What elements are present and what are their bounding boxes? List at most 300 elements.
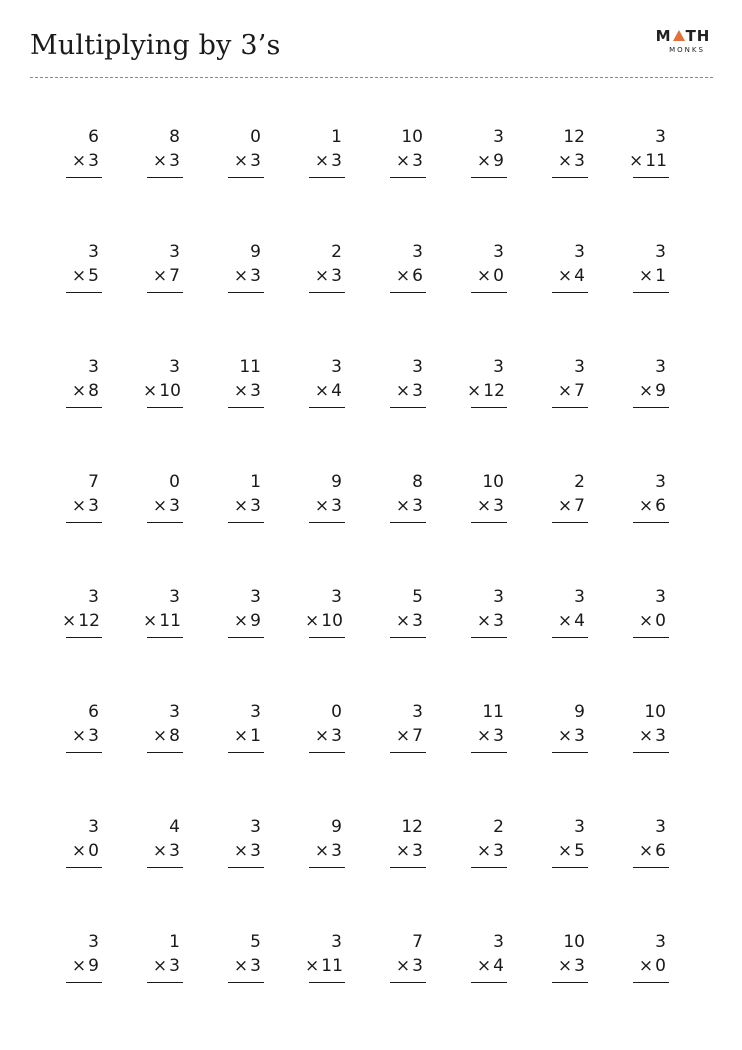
problem-8-3: [224, 932, 264, 983]
answer-line: [228, 407, 264, 408]
multiplicand: 7: [412, 932, 423, 952]
answer-line: [66, 867, 102, 868]
multiplier-line: [62, 726, 102, 746]
problem-2-4: [305, 242, 345, 293]
answer-line: [390, 177, 426, 178]
multiplicand: 11: [239, 357, 261, 377]
answer-line: [633, 752, 669, 753]
times-sign: ×: [233, 956, 249, 976]
times-sign: ×: [629, 151, 644, 171]
problem-5-4: [305, 587, 345, 638]
answer-line: [309, 752, 345, 753]
multiplicand: 10: [563, 932, 585, 952]
multiplicand: 5: [250, 932, 261, 952]
problem-7-3: [224, 817, 264, 868]
problem-5-3: [224, 587, 264, 638]
multiplicand: 12: [401, 817, 423, 837]
multiplier-line: [305, 151, 345, 171]
times-sign: ×: [476, 726, 492, 746]
times-sign: ×: [557, 726, 573, 746]
multiplier: 3: [331, 841, 342, 861]
multiplicand: 2: [493, 817, 504, 837]
multiplier-line: [305, 956, 345, 976]
problem-4-6: [467, 472, 507, 523]
problem-4-2: [143, 472, 183, 523]
times-sign: ×: [233, 611, 249, 631]
multiplicand: 3: [493, 127, 504, 147]
multiplier-line: [467, 841, 507, 861]
multiplier-line: [386, 151, 426, 171]
problem-2-5: [386, 242, 426, 293]
multiplier: 3: [574, 956, 585, 976]
multiplier: 3: [250, 151, 261, 171]
answer-line: [552, 637, 588, 638]
multiplier: 7: [574, 381, 585, 401]
multiplier-line: [386, 841, 426, 861]
multiplier-line: [143, 151, 183, 171]
multiplier-line: [224, 151, 264, 171]
problem-4-5: [386, 472, 426, 523]
multiplicand: 3: [250, 587, 261, 607]
times-sign: ×: [233, 496, 249, 516]
multiplier: 3: [250, 956, 261, 976]
answer-line: [309, 407, 345, 408]
times-sign: ×: [395, 841, 411, 861]
answer-line: [66, 292, 102, 293]
times-sign: ×: [152, 151, 168, 171]
multiplier-line: [467, 496, 507, 516]
multiplier: 9: [88, 956, 99, 976]
answer-line: [633, 867, 669, 868]
multiplier-line: [548, 266, 588, 286]
multiplicand: 3: [169, 702, 180, 722]
problem-3-2: [143, 357, 183, 408]
multiplier-line: [467, 726, 507, 746]
multiplicand: 5: [412, 587, 423, 607]
multiplier: 9: [250, 611, 261, 631]
logo-letters-th: TH: [685, 27, 711, 45]
problem-6-1: [62, 702, 102, 753]
multiplier: 3: [655, 726, 666, 746]
answer-line: [390, 752, 426, 753]
answer-line: [471, 752, 507, 753]
multiplicand: 9: [250, 242, 261, 262]
times-sign: ×: [314, 381, 330, 401]
multiplier-line: [62, 266, 102, 286]
multiplier: 4: [493, 956, 504, 976]
times-sign: ×: [638, 611, 654, 631]
multiplier: 0: [655, 956, 666, 976]
multiplicand: 3: [88, 587, 99, 607]
problem-1-5: [386, 127, 426, 178]
multiplier: 9: [655, 381, 666, 401]
times-sign: ×: [395, 726, 411, 746]
multiplier-line: [548, 956, 588, 976]
answer-line: [633, 982, 669, 983]
answer-line: [471, 292, 507, 293]
multiplier: 3: [331, 496, 342, 516]
multiplier-line: [62, 611, 102, 631]
times-sign: ×: [143, 381, 158, 401]
times-sign: ×: [143, 611, 158, 631]
multiplicand: 3: [331, 587, 342, 607]
problem-2-2: [143, 242, 183, 293]
multiplier: 11: [321, 956, 343, 976]
multiplicand: 3: [493, 242, 504, 262]
times-sign: ×: [638, 381, 654, 401]
times-sign: ×: [395, 266, 411, 286]
times-sign: ×: [62, 611, 77, 631]
multiplicand: 3: [331, 932, 342, 952]
answer-line: [552, 292, 588, 293]
multiplier: 6: [655, 841, 666, 861]
multiplier-line: [386, 496, 426, 516]
problem-1-2: [143, 127, 183, 178]
times-sign: ×: [152, 496, 168, 516]
problem-8-1: [62, 932, 102, 983]
times-sign: ×: [395, 496, 411, 516]
multiplier: 0: [493, 266, 504, 286]
multiplicand: 12: [563, 127, 585, 147]
multiplier-line: [386, 726, 426, 746]
answer-line: [552, 752, 588, 753]
multiplier-line: [386, 611, 426, 631]
multiplier-line: [62, 381, 102, 401]
multiplier-line: [548, 841, 588, 861]
problem-4-3: [224, 472, 264, 523]
multiplier: 3: [331, 726, 342, 746]
answer-line: [471, 522, 507, 523]
answer-line: [147, 407, 183, 408]
answer-line: [552, 867, 588, 868]
multiplicand: 9: [331, 817, 342, 837]
times-sign: ×: [152, 266, 168, 286]
answer-line: [66, 752, 102, 753]
times-sign: ×: [395, 381, 411, 401]
multiplier-line: [548, 151, 588, 171]
multiplier-line: [629, 611, 669, 631]
multiplicand: 0: [331, 702, 342, 722]
multiplicand: 3: [574, 357, 585, 377]
times-sign: ×: [638, 266, 654, 286]
answer-line: [66, 407, 102, 408]
multiplier: 0: [88, 841, 99, 861]
multiplier: 3: [88, 496, 99, 516]
multiplicand: 3: [655, 472, 666, 492]
problem-7-6: [467, 817, 507, 868]
answer-line: [552, 177, 588, 178]
answer-line: [309, 292, 345, 293]
multiplier: 7: [574, 496, 585, 516]
problem-5-5: [386, 587, 426, 638]
multiplier-line: [143, 956, 183, 976]
times-sign: ×: [71, 841, 87, 861]
answer-line: [390, 637, 426, 638]
multiplier-line: [467, 956, 507, 976]
times-sign: ×: [71, 726, 87, 746]
multiplier: 5: [574, 841, 585, 861]
multiplier: 3: [412, 151, 423, 171]
times-sign: ×: [476, 611, 492, 631]
answer-line: [552, 407, 588, 408]
answer-line: [633, 407, 669, 408]
multiplier: 3: [412, 841, 423, 861]
multiplier: 3: [331, 151, 342, 171]
multiplier-line: [305, 266, 345, 286]
multiplier: 3: [331, 266, 342, 286]
multiplicand: 4: [169, 817, 180, 837]
problem-8-4: [305, 932, 345, 983]
multiplicand: 3: [169, 357, 180, 377]
multiplier: 3: [493, 496, 504, 516]
answer-line: [471, 177, 507, 178]
multiplicand: 7: [88, 472, 99, 492]
times-sign: ×: [476, 496, 492, 516]
times-sign: ×: [71, 496, 87, 516]
multiplier: 7: [412, 726, 423, 746]
problem-3-5: [386, 357, 426, 408]
multiplicand: 2: [331, 242, 342, 262]
times-sign: ×: [476, 266, 492, 286]
multiplier-line: [548, 381, 588, 401]
multiplier-line: [143, 496, 183, 516]
problem-8-5: [386, 932, 426, 983]
answer-line: [147, 637, 183, 638]
multiplier-line: [224, 611, 264, 631]
multiplier: 4: [574, 611, 585, 631]
problem-6-6: [467, 702, 507, 753]
times-sign: ×: [476, 956, 492, 976]
problem-7-1: [62, 817, 102, 868]
multiplier: 4: [331, 381, 342, 401]
answer-line: [471, 982, 507, 983]
times-sign: ×: [557, 496, 573, 516]
multiplier-line: [629, 841, 669, 861]
problem-2-3: [224, 242, 264, 293]
answer-line: [66, 637, 102, 638]
answer-line: [633, 637, 669, 638]
times-sign: ×: [71, 381, 87, 401]
answer-line: [66, 177, 102, 178]
multiplier: 3: [169, 841, 180, 861]
multiplier: 3: [412, 381, 423, 401]
answer-line: [309, 867, 345, 868]
multiplier: 5: [88, 266, 99, 286]
problem-4-1: [62, 472, 102, 523]
page-title: Multiplying by 3’s: [30, 30, 281, 61]
times-sign: ×: [638, 841, 654, 861]
multiplier: 8: [88, 381, 99, 401]
times-sign: ×: [305, 611, 320, 631]
times-sign: ×: [314, 496, 330, 516]
multiplicand: 3: [88, 932, 99, 952]
answer-line: [147, 522, 183, 523]
multiplier-line: [143, 841, 183, 861]
multiplier: 12: [483, 381, 505, 401]
multiplier: 3: [88, 151, 99, 171]
times-sign: ×: [314, 266, 330, 286]
multiplier: 1: [655, 266, 666, 286]
multiplier: 4: [574, 266, 585, 286]
multiplicand: 1: [169, 932, 180, 952]
times-sign: ×: [314, 151, 330, 171]
times-sign: ×: [314, 841, 330, 861]
answer-line: [390, 867, 426, 868]
multiplier-line: [305, 726, 345, 746]
multiplier-line: [629, 266, 669, 286]
problem-3-7: [548, 357, 588, 408]
multiplier-line: [467, 151, 507, 171]
multiplier-line: [467, 381, 507, 401]
answer-line: [147, 867, 183, 868]
answer-line: [228, 752, 264, 753]
times-sign: ×: [395, 151, 411, 171]
multiplicand: 10: [401, 127, 423, 147]
answer-line: [633, 177, 669, 178]
multiplier-line: [305, 496, 345, 516]
multiplier-line: [386, 381, 426, 401]
problem-6-7: [548, 702, 588, 753]
multiplicand: 3: [169, 242, 180, 262]
multiplicand: 0: [169, 472, 180, 492]
answer-line: [147, 177, 183, 178]
multiplicand: 3: [493, 932, 504, 952]
multiplier: 3: [169, 496, 180, 516]
multiplier-line: [305, 611, 345, 631]
multiplicand: 6: [88, 127, 99, 147]
problem-6-8: [629, 702, 669, 753]
times-sign: ×: [557, 841, 573, 861]
multiplier-line: [548, 726, 588, 746]
multiplicand: 8: [412, 472, 423, 492]
multiplier-line: [629, 151, 669, 171]
times-sign: ×: [152, 841, 168, 861]
multiplicand: 9: [331, 472, 342, 492]
problem-3-8: [629, 357, 669, 408]
answer-line: [147, 982, 183, 983]
problem-1-8: [629, 127, 669, 178]
answer-line: [390, 522, 426, 523]
multiplicand: 1: [250, 472, 261, 492]
problem-5-1: [62, 587, 102, 638]
times-sign: ×: [395, 956, 411, 976]
answer-line: [552, 522, 588, 523]
answer-line: [66, 982, 102, 983]
multiplier: 6: [412, 266, 423, 286]
multiplier-line: [629, 381, 669, 401]
problem-3-4: [305, 357, 345, 408]
multiplier: 3: [574, 726, 585, 746]
answer-line: [228, 867, 264, 868]
problem-6-5: [386, 702, 426, 753]
answer-line: [390, 292, 426, 293]
times-sign: ×: [71, 956, 87, 976]
multiplier: 9: [493, 151, 504, 171]
multiplier-line: [224, 841, 264, 861]
multiplier-line: [224, 496, 264, 516]
problem-2-7: [548, 242, 588, 293]
multiplier: 3: [574, 151, 585, 171]
multiplier: 3: [169, 151, 180, 171]
multiplicand: 6: [88, 702, 99, 722]
multiplicand: 3: [88, 242, 99, 262]
problem-1-1: [62, 127, 102, 178]
multiplier: 0: [655, 611, 666, 631]
multiplicand: 3: [331, 357, 342, 377]
times-sign: ×: [233, 266, 249, 286]
times-sign: ×: [71, 151, 87, 171]
multiplicand: 3: [574, 587, 585, 607]
problem-3-3: [224, 357, 264, 408]
answer-line: [633, 522, 669, 523]
answer-line: [228, 522, 264, 523]
problem-4-8: [629, 472, 669, 523]
times-sign: ×: [638, 956, 654, 976]
times-sign: ×: [557, 151, 573, 171]
problem-5-2: [143, 587, 183, 638]
multiplicand: 3: [493, 357, 504, 377]
answer-line: [228, 637, 264, 638]
times-sign: ×: [476, 151, 492, 171]
problem-2-1: [62, 242, 102, 293]
problem-8-2: [143, 932, 183, 983]
problem-2-8: [629, 242, 669, 293]
multiplier-line: [305, 841, 345, 861]
multiplicand: 1: [331, 127, 342, 147]
problem-7-5: [386, 817, 426, 868]
multiplier: 10: [159, 381, 181, 401]
problem-8-6: [467, 932, 507, 983]
multiplier: 3: [250, 841, 261, 861]
times-sign: ×: [152, 956, 168, 976]
problem-2-6: [467, 242, 507, 293]
multiplier-line: [62, 956, 102, 976]
multiplier-line: [143, 266, 183, 286]
multiplier-line: [224, 726, 264, 746]
problem-5-7: [548, 587, 588, 638]
answer-line: [147, 752, 183, 753]
multiplicand: 10: [482, 472, 504, 492]
multiplicand: 3: [493, 587, 504, 607]
multiplier-line: [467, 266, 507, 286]
answer-line: [228, 177, 264, 178]
multiplier: 12: [78, 611, 100, 631]
problem-3-6: [467, 357, 507, 408]
answer-line: [633, 292, 669, 293]
problem-1-6: [467, 127, 507, 178]
multiplicand: 3: [412, 242, 423, 262]
multiplicand: 3: [250, 817, 261, 837]
multiplicand: 8: [169, 127, 180, 147]
multiplier: 3: [493, 611, 504, 631]
answer-line: [471, 637, 507, 638]
multiplier-line: [386, 266, 426, 286]
multiplier: 3: [412, 611, 423, 631]
answer-line: [471, 407, 507, 408]
multiplicand: 2: [574, 472, 585, 492]
multiplicand: 9: [574, 702, 585, 722]
times-sign: ×: [557, 381, 573, 401]
answer-line: [309, 982, 345, 983]
multiplier-line: [629, 496, 669, 516]
multiplicand: 3: [88, 357, 99, 377]
multiplier-line: [62, 496, 102, 516]
multiplier: 3: [250, 266, 261, 286]
multiplicand: 3: [655, 817, 666, 837]
times-sign: ×: [638, 726, 654, 746]
multiplier-line: [62, 841, 102, 861]
times-sign: ×: [314, 726, 330, 746]
